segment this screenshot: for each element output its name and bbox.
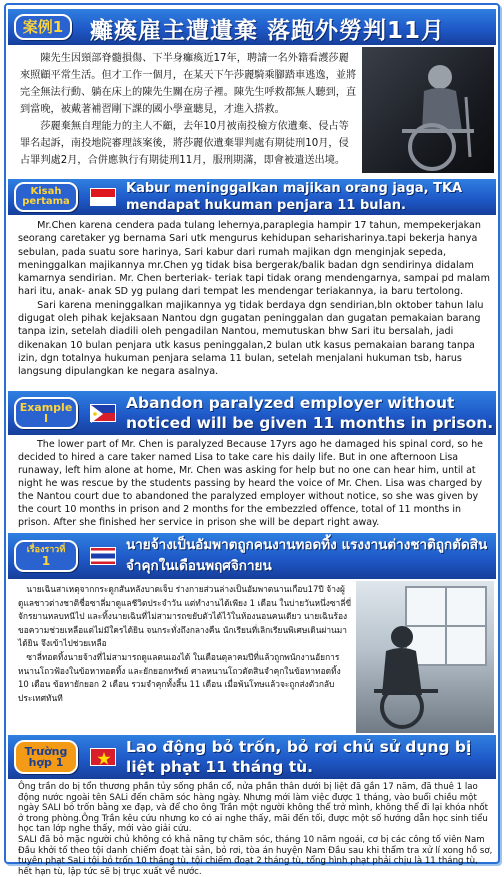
section-header-vietnamese bbox=[8, 735, 496, 779]
wheelchair-photo-window bbox=[356, 581, 494, 733]
headline-english: Abandon paralyzed employer without noticed will be given 11 months in prison. bbox=[126, 394, 494, 432]
case-badge-thai bbox=[14, 540, 78, 572]
indonesia-flag-icon bbox=[90, 188, 116, 206]
case-badge-line1: เรื่องราวที่ bbox=[26, 544, 66, 555]
section-header-english bbox=[8, 391, 496, 435]
headline-thai: นายจ้างเป็นอัมพาตถูกคนงานทอดทิ้ง แรงงานต่างชาติถูกตัดสินจำคุกในเดือนพฤศจิกายน bbox=[126, 537, 488, 574]
case-badge-english bbox=[14, 397, 78, 429]
case-badge-line2: hợp 1 bbox=[28, 756, 64, 769]
vietnam-flag-icon bbox=[90, 748, 116, 766]
section-header-indonesian bbox=[8, 179, 496, 215]
case-badge-line1: Example bbox=[19, 401, 73, 414]
article-page bbox=[4, 3, 500, 877]
headline-indonesian: Kabur meninggalkan majikan orang jaga, TKA mendapat hukuman penjara 11 bulan. bbox=[126, 181, 463, 213]
case-badge-vietnamese bbox=[14, 740, 78, 774]
case-badge-line2: 1 bbox=[41, 553, 51, 568]
wheelchair-photo-top bbox=[362, 47, 494, 173]
case-badge-label: 案例1 bbox=[22, 17, 64, 36]
case-badge-line1: Trường bbox=[24, 745, 68, 758]
window-wheelchair-silhouette-icon bbox=[356, 581, 494, 733]
article-body-indonesian: Mr.Chen karena cendera pada tulang lehernya,paraplegia hampir 17 tahun, mempekerjakan seorang caretaker yg bernama Sari utk mengurus kehidupan seharisharinya.tapi bekerja hanya sebulan, pada suatu sore harinya, Sari kabur dari rumah majikan dgn menginjak sepeda, meninggalkan majikannya mr.Chen yg tidak bisa bergerak/balik badan dgn sendirinya didalam kamarnya sendirian. Mr. Chen berteriak- teriak tapi tidak orang mendengarnya, sampai pd malam hari itu, anak- anak SD yg pulang dari tempat les mendengar teriakannya, ia baru tertolong. Sari karena meninggalkan majikannya yg tidak berdaya dgn sendirian,bln oktober tahun lalu digugat oleh pihak kejaksaan Nantou dgn gugatan peninggalan dan gugatan pemakaian barang tanpa izin, setelah diadili oleh pengadilan Nantou, memutuskan bhw Sari itu bersalah, jadi dikenakan 10 bulan penjara utk kasus peninggalan,2 bulan utk kasus pemakaian barang tanpa izin, dgn totalnya hukuman penjara selama 11 bulan, setelah menjalani hukuman tsb, harus langsung dipulangkan ke negara asalnya. bbox=[18, 220, 491, 378]
article-body-english: The lower part of Mr. Chen is paralyzed Because 17yrs ago he damaged his spinal cord, so he decided to hired a care taker named Lisa to take care his daily life. But in one afternoon Lisa runaway, left him alone at home, Mr. Chen was asking for help but no one can hear him, until at night he was rescue by the students passing by heard the voice of Mr. Chen. Lisa was charged by the Nantou court due to abandoned the paralyzed employer without notice, so she was given by the court 10 months in prison and 2 months for the embezzled offence, total of 11 months in prison. After she finished her service in prison she will be depart right away. bbox=[18, 439, 483, 528]
philippines-flag-icon bbox=[90, 404, 116, 422]
case-badge-line1: Kisah bbox=[30, 186, 62, 197]
article-body-thai: นายเฉินสาเหตุจากกระดูกสันหลังบาดเจ็บ ร่างกายส่วนล่างเป็นอัมพาตนานเกือบ17ปี จ้างผู้ดูแลชาวต่างชาติชื่อซาลี่มาดูแลชีวิตประจำวัน แต่ทำงานได้เพียง 1 เดือน ในบ่ายวันหนึ่งซาลี่ขี่จักรยานหลบหนีไป และทิ้งนายเฉินที่ไม่สามารถขยับตัวได้ไว้ในห้องนอนคนเดียว นายเฉินร้องขอความช่วยเหลือแต่ไม่มีใครได้ยิน จนกระทั่งถึงกลางคืน นักเรียนที่เลิกเรียนพิเศษเดินผ่านมาได้ยิน จึงเข้าไปช่วยเหลือ ซาลี่ทอดทิ้งนายจ้างที่ไม่สามารถดูแลตนเองได้ ในเดือนตุลาคมปีที่แล้วถูกพนักงานอัยการหนานโถวฟ้องในข้อหาทอดทิ้ง และยักยอกทรัพย์ ศาลหนานโถวตัดสินจำคุกในข้อหาทอดทิ้ง 10 เดือน ข้อหายักยอก 2 เดือน รวมจำคุกทั้งสิ้น 11 เดือน เมื่อพ้นโทษแล้วจะถูกส่งตัวกลับประเทศทันที bbox=[18, 584, 352, 703]
case-badge-line2: I bbox=[43, 412, 49, 425]
case-badge-indonesian bbox=[14, 182, 78, 212]
headline-chinese: 癱瘓雇主遭遺棄 落跑外勞判11月 bbox=[90, 18, 446, 44]
section-header-chinese bbox=[8, 9, 496, 45]
headline-vietnamese: Lao động bỏ trốn, bỏ rơi chủ sử dụng bị liệt phạt 11 tháng tù. bbox=[126, 738, 472, 776]
wheelchair-silhouette-icon bbox=[362, 47, 494, 173]
case-badge-line2: pertama bbox=[22, 196, 70, 207]
section-header-thai bbox=[8, 533, 496, 579]
thailand-flag-icon bbox=[90, 547, 116, 565]
article-body-chinese: 陳先生因頸部脊髓損傷、下半身癱瘓近17年，聘請一名外籍看護莎麗來照顧平常生活。但才工作一個月，在某天下午莎麗騎乘腳踏車逃逸，並將完全無法行動、躺在床上的陳先生關在房子裡。陳先生呼救都無人聽到，直到當晚，被戴著補習剛下課的國小學童聽見，才進入搭救。 莎麗棄無自理能力的主人不顧，去年10月被南投檢方依遺棄、侵占等罪名起訴，南投地院審理該案後，將莎麗依遺棄罪判處有期徒刑10月，侵占罪判處2月，合併應執行有期徒刑11月，服刑期滿，即會被遣送出境。 bbox=[20, 53, 357, 166]
case-badge-chinese bbox=[14, 14, 72, 40]
article-body-vietnamese: Ông trần do bị tổn thương phần tủy sống phần cổ, nửa phần thân dưới bị liệt đã gần 17 năm, đã thuê 1 lao động nước ngoài tên SALi đến chăm sóc hàng ngày. Nhưng mới làm việc được 1 tháng, vào buổi chiều một ngày SALI bỏ trốn bằng xe đạp, và để cho ông Trần một người không thể trở mình, không thể đi lại khóa nhốt ở trong phòng.Ông Trần kêu cứu nhưng ko có ai nghe thấy, mãi đến tối, được một số hướng dẫn học sinh tiểu học tan lớp nghe thấy, mới vào giải cứu. SALI đã bỏ mặc người chủ không có khả năng tự chăm sóc, tháng 10 năm ngoái, cơ bị các công tố viên Nam Đầu khởi tố theo tội danh chiếm đoạt tài sản, bỏ rơi, tòa án huyện Nam Đầu sau khi thẩm tra xử lí xong hồ sơ, tuyên phạt SaLi tội bỏ trốn 10 tháng tù, tội chiếm đoạt 2 tháng tù, tổng hình phạt phải chịu là 11 tháng tù, hết hạn tù, lập tức sẽ bị trục xuất về nước. bbox=[18, 782, 493, 877]
